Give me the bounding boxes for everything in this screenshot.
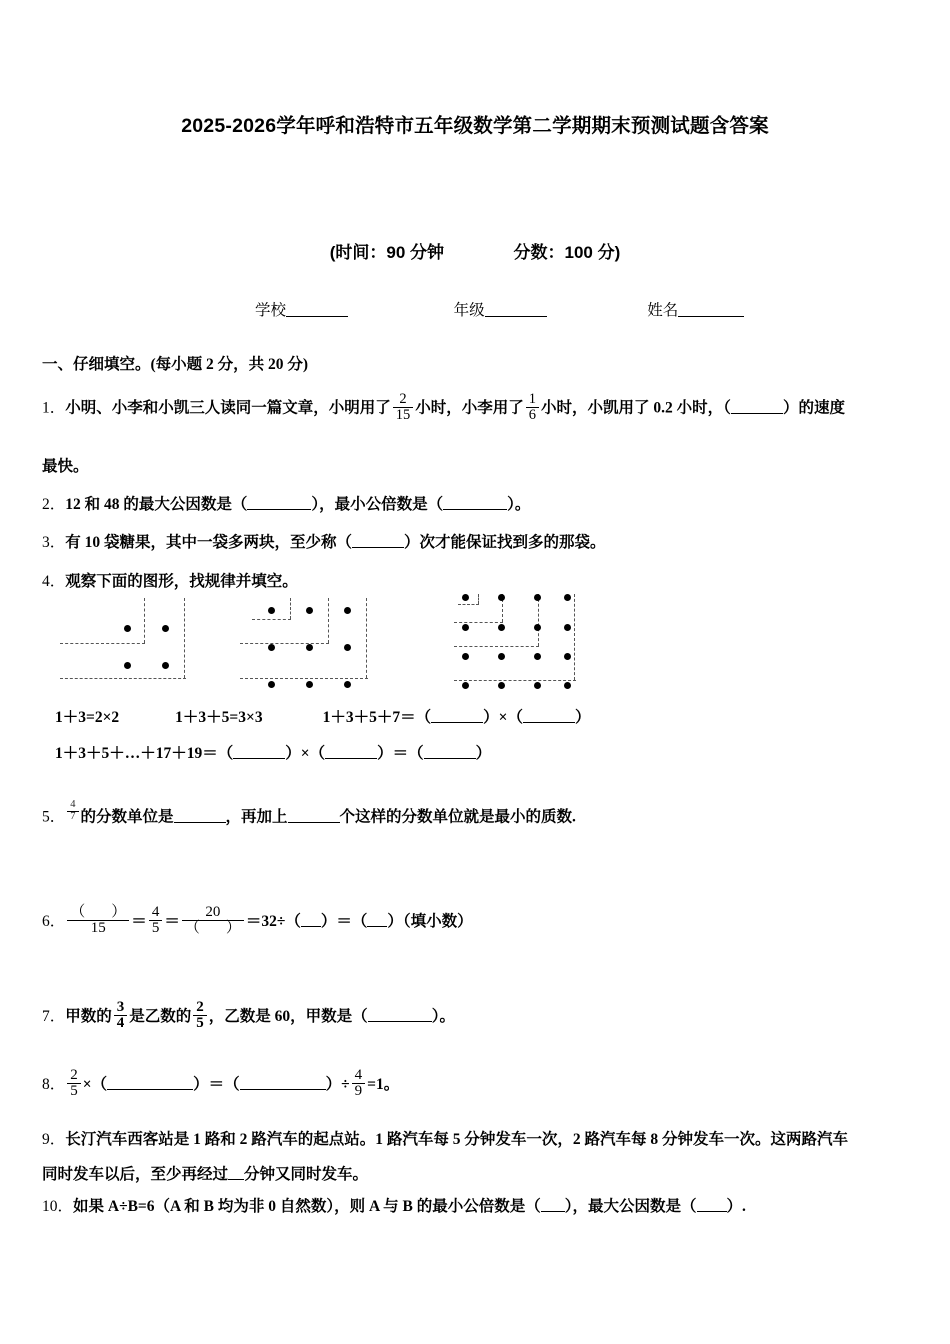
fig1-outer-vertical-dash bbox=[184, 598, 185, 678]
q6-frac3-numerator: 20 bbox=[205, 904, 221, 920]
q2-text-b: ），最小公倍数是（ bbox=[311, 496, 444, 513]
fig2-inner-vertical-dash bbox=[290, 598, 291, 619]
q7-number: 7． bbox=[42, 1008, 66, 1025]
q6-blank-2[interactable] bbox=[301, 911, 321, 927]
q4-eq1-d: ）×（ bbox=[483, 709, 523, 726]
q7-text-b: 是乙数的 bbox=[129, 1008, 192, 1025]
fig3-outer-vertical-dash bbox=[574, 594, 575, 680]
fig3-dot bbox=[534, 624, 541, 631]
figure-2x2-dot-array bbox=[58, 592, 248, 688]
fig3-second-horizontal-dash bbox=[454, 622, 503, 623]
q6-text-tail-b: ）＝（ bbox=[320, 913, 368, 930]
q6-number: 6． bbox=[42, 913, 66, 930]
q7-text-c: ，乙数是 60，甲数是（ bbox=[208, 1008, 368, 1025]
fig3-dot bbox=[534, 682, 541, 689]
q1-frac1-denominator: 15 bbox=[393, 407, 414, 423]
fig3-dot bbox=[498, 682, 505, 689]
q4-eq2-c: ）＝（ bbox=[377, 745, 424, 762]
q4-eq2-blank-1[interactable] bbox=[233, 743, 285, 759]
q8-text-b: ）＝（ bbox=[193, 1076, 240, 1093]
q7-text-a: 甲数的 bbox=[65, 1008, 112, 1025]
question-9 bbox=[42, 1128, 848, 1151]
fig3-dot bbox=[462, 624, 469, 631]
q5-text-b: ，再加上 bbox=[225, 808, 288, 826]
page-title: 2025-2026学年呼和浩特市五年级数学第二学期期末预测试题含答案 bbox=[181, 115, 769, 137]
fig2-dot bbox=[268, 644, 275, 651]
q10-text-a: 如果 A÷B=6（A 和 B 均为非 0 自然数），则 A 与 B 的最小公倍数是（ bbox=[73, 1198, 541, 1215]
fig3-dot bbox=[498, 624, 505, 631]
q4-eq1-c: 1＋3＋5＋7＝（ bbox=[322, 709, 432, 726]
q7-fraction-2 bbox=[193, 1000, 207, 1032]
question-6 bbox=[42, 905, 473, 937]
q1-text-d: ）的速度 bbox=[782, 399, 845, 417]
q4-eq1-a: 1＋3=2×2 bbox=[55, 709, 120, 726]
q8-text-d: =1。 bbox=[367, 1076, 400, 1093]
pattern-figures bbox=[0, 592, 950, 692]
fig3-dot bbox=[462, 682, 469, 689]
school-label: 学校 bbox=[255, 302, 287, 319]
q4-eq1-b: 1＋3＋5=3×3 bbox=[175, 709, 263, 726]
fig2-dot bbox=[344, 681, 351, 688]
q6-text-tail-c: ）（填小数） bbox=[387, 913, 473, 930]
fig2-dot bbox=[306, 644, 313, 651]
q8-text-c: ）÷ bbox=[325, 1076, 350, 1093]
q1-text-line2: 最快。 bbox=[42, 458, 89, 475]
q6-frac1-paren-open: （ bbox=[70, 904, 86, 920]
q3-blank-1[interactable] bbox=[352, 532, 404, 548]
q7-frac2-numerator: 2 bbox=[196, 999, 204, 1015]
q8-fraction-1 bbox=[67, 1068, 81, 1100]
fig3-dot bbox=[462, 653, 469, 660]
fig3-dot bbox=[498, 594, 505, 601]
question-8 bbox=[42, 1068, 399, 1100]
q10-blank-2[interactable] bbox=[697, 1196, 727, 1212]
fig3-outer-horizontal-dash bbox=[454, 680, 576, 681]
q6-frac1-numerator bbox=[67, 905, 129, 920]
q2-blank-1[interactable] bbox=[247, 494, 311, 510]
q4-number: 4． bbox=[42, 573, 66, 590]
q1-number: 1． bbox=[42, 399, 66, 417]
q6-frac3-paren-open: （ bbox=[184, 920, 200, 937]
fig2-dot bbox=[268, 607, 275, 614]
q10-text-b: ），最大公因数是（ bbox=[564, 1198, 697, 1215]
q1-text-b: 小时，小李用了 bbox=[415, 399, 524, 417]
q4-eq2-blank-2[interactable] bbox=[325, 743, 377, 759]
q5-frac-numerator: 4 bbox=[70, 799, 76, 810]
q8-frac1-denominator: 5 bbox=[67, 1083, 81, 1099]
exam-total-score: 分数：100 分) bbox=[513, 243, 621, 262]
q6-frac2-numerator: 4 bbox=[151, 904, 160, 920]
q1-fraction-1 bbox=[393, 392, 414, 423]
fig3-third-vertical-dash bbox=[538, 594, 539, 646]
fig3-dot bbox=[534, 653, 541, 660]
q9-line-1: 长汀汽车西客站是 1 路和 2 路汽车的起点站。1 路汽车每 5 分钟发车一次，2 路汽车每 8 分钟发车一次。这两路汽车 bbox=[65, 1131, 849, 1148]
q1-text-c: 小时，小凯用了 0.2 小时，（ bbox=[541, 399, 731, 417]
q1-frac2-denominator: 6 bbox=[526, 407, 539, 423]
fig3-dot bbox=[564, 594, 571, 601]
question-2 bbox=[42, 493, 530, 516]
student-info-row bbox=[255, 298, 775, 320]
fig1-inner-vertical-dash bbox=[144, 598, 145, 643]
question-1 bbox=[42, 392, 845, 423]
q10-number: 10． bbox=[42, 1198, 74, 1215]
q2-text-c: ）。 bbox=[507, 496, 531, 513]
question-5 bbox=[42, 800, 576, 829]
fig3-dot bbox=[564, 653, 571, 660]
q7-frac1-denominator: 4 bbox=[114, 1015, 128, 1031]
fig3-dot bbox=[564, 682, 571, 689]
q3-number: 3． bbox=[42, 534, 66, 551]
fig1-dot bbox=[162, 662, 169, 669]
q8-frac2-denominator: 9 bbox=[352, 1083, 366, 1099]
q5-number: 5． bbox=[42, 808, 66, 826]
q9-blank-1[interactable] bbox=[228, 1164, 244, 1180]
fig2-dot bbox=[268, 681, 275, 688]
question-3 bbox=[42, 531, 606, 554]
fig2-mid-vertical-dash bbox=[328, 598, 329, 643]
figure-4x4-dot-array bbox=[452, 592, 642, 692]
q8-number: 8． bbox=[42, 1076, 66, 1093]
q1-blank-1[interactable] bbox=[731, 398, 783, 414]
q6-frac3-paren-close: ） bbox=[225, 920, 241, 937]
q6-equals-2: ＝ bbox=[164, 913, 180, 930]
q2-text-a: 12 和 48 的最大公因数是（ bbox=[65, 496, 248, 513]
section-heading: 一、仔细填空。(每小题 2 分，共 20 分) bbox=[42, 356, 309, 373]
fig2-dot bbox=[306, 681, 313, 688]
q2-blank-2[interactable] bbox=[443, 494, 507, 510]
q8-blank-2[interactable] bbox=[240, 1074, 326, 1090]
fig2-outer-vertical-dash bbox=[366, 598, 367, 678]
q6-fraction-1 bbox=[67, 905, 129, 937]
fig1-dot bbox=[162, 625, 169, 632]
q6-frac3-denominator bbox=[182, 920, 244, 936]
q6-fraction-3 bbox=[182, 905, 244, 937]
question-9-line2 bbox=[42, 1163, 368, 1186]
q7-frac1-numerator: 3 bbox=[116, 999, 125, 1015]
q8-frac1-numerator: 2 bbox=[70, 1067, 78, 1083]
q2-number: 2． bbox=[42, 496, 66, 513]
fig3-dot bbox=[534, 594, 541, 601]
q5-text-c: 个这样的分数单位就是最小的质数. bbox=[339, 808, 576, 826]
q5-fraction bbox=[67, 800, 78, 822]
q3-text-a: 有 10 袋糖果，其中一袋多两块，至少称（ bbox=[65, 534, 353, 551]
q1-text-a: 小明、小李和小凯三人读同一篇文章，小明用了 bbox=[65, 399, 391, 417]
fig2-mid-horizontal-dash bbox=[240, 643, 329, 644]
q8-text-a: ×（ bbox=[82, 1076, 108, 1093]
q4-eq2-a: 1＋3＋5＋…＋17＋19＝（ bbox=[55, 745, 234, 762]
fig1-dot bbox=[124, 625, 131, 632]
fig2-inner-horizontal-dash bbox=[252, 619, 291, 620]
q7-fraction-1 bbox=[114, 1000, 128, 1032]
grade-field[interactable] bbox=[454, 298, 547, 320]
question-7 bbox=[42, 1000, 455, 1032]
fig3-dot bbox=[462, 594, 469, 601]
q10-blank-1[interactable] bbox=[541, 1196, 565, 1212]
q4-text: 观察下面的图形，找规律并填空。 bbox=[65, 573, 298, 590]
q5-frac-denominator: 7 bbox=[67, 811, 78, 823]
q6-frac2-denominator: 5 bbox=[149, 920, 163, 936]
question-4 bbox=[42, 570, 298, 593]
q9-line2-b: 分钟又同时发车。 bbox=[244, 1166, 369, 1183]
q4-eq1-blank-1[interactable] bbox=[431, 707, 483, 723]
q9-line2-a: 同时发车以后，至少再经过 bbox=[42, 1166, 229, 1183]
q7-frac2-denominator: 5 bbox=[193, 1015, 207, 1031]
q4-eq1-blank-2[interactable] bbox=[523, 707, 575, 723]
q4-eq2-b: ）×（ bbox=[285, 745, 326, 762]
q10-text-c: ）. bbox=[726, 1198, 746, 1215]
question-10 bbox=[42, 1195, 746, 1218]
q1-frac2-numerator: 1 bbox=[528, 391, 537, 407]
figure-3x3-dot-array bbox=[238, 592, 418, 688]
q8-frac2-numerator: 4 bbox=[354, 1067, 363, 1083]
school-blank[interactable] bbox=[286, 301, 348, 318]
q6-text-tail-a: ＝32÷（ bbox=[245, 913, 301, 930]
name-field[interactable] bbox=[647, 298, 744, 320]
q4-equation-line-2 bbox=[55, 741, 491, 763]
grade-blank[interactable] bbox=[485, 301, 547, 318]
fig3-dot bbox=[498, 653, 505, 660]
q4-eq1-e: ） bbox=[574, 709, 591, 726]
exam-duration: (时间：90 分钟 bbox=[329, 243, 445, 262]
fig2-dot bbox=[344, 607, 351, 614]
name-label: 姓名 bbox=[647, 302, 679, 319]
q7-blank-1[interactable] bbox=[368, 1006, 432, 1022]
fig2-dot bbox=[306, 607, 313, 614]
q3-text-b: ）次才能保证找到多的那袋。 bbox=[404, 534, 606, 551]
exam-meta-line bbox=[0, 238, 950, 263]
q4-eq2-blank-3[interactable] bbox=[424, 743, 476, 759]
fig3-dot bbox=[564, 624, 571, 631]
q5-blank-2[interactable] bbox=[288, 807, 340, 823]
school-field[interactable] bbox=[255, 298, 348, 320]
fig1-outer-horizontal-dash bbox=[60, 678, 186, 679]
fig3-inner-vertical-dash bbox=[478, 594, 479, 604]
q6-fraction-2 bbox=[149, 905, 163, 937]
q4-eq2-d: ） bbox=[475, 745, 492, 762]
fig2-outer-horizontal-dash bbox=[240, 678, 368, 679]
name-blank[interactable] bbox=[678, 301, 744, 318]
fig2-dot bbox=[344, 644, 351, 651]
q5-blank-1[interactable] bbox=[174, 807, 226, 823]
grade-label: 年级 bbox=[453, 302, 485, 319]
q6-blank-3[interactable] bbox=[367, 911, 387, 927]
fig3-inner-horizontal-dash bbox=[458, 604, 479, 605]
q1-frac1-numerator: 2 bbox=[399, 391, 407, 407]
q5-text-a: 的分数单位是 bbox=[80, 808, 174, 826]
q7-text-d: ）。 bbox=[431, 1008, 455, 1025]
fig3-third-horizontal-dash bbox=[454, 646, 539, 647]
fig1-dot bbox=[124, 662, 131, 669]
fig1-inner-horizontal-dash bbox=[60, 643, 145, 644]
q8-blank-1[interactable] bbox=[107, 1074, 193, 1090]
q6-frac1-denominator: 15 bbox=[67, 920, 129, 936]
q9-number: 9． bbox=[42, 1131, 66, 1148]
q4-equation-line-1 bbox=[55, 705, 590, 727]
q1-fraction-2 bbox=[526, 392, 539, 423]
q6-equals-1: ＝ bbox=[131, 913, 147, 930]
q6-frac1-paren-close: ） bbox=[111, 904, 127, 920]
question-1-line2 bbox=[42, 455, 89, 478]
q8-fraction-2 bbox=[352, 1068, 366, 1100]
